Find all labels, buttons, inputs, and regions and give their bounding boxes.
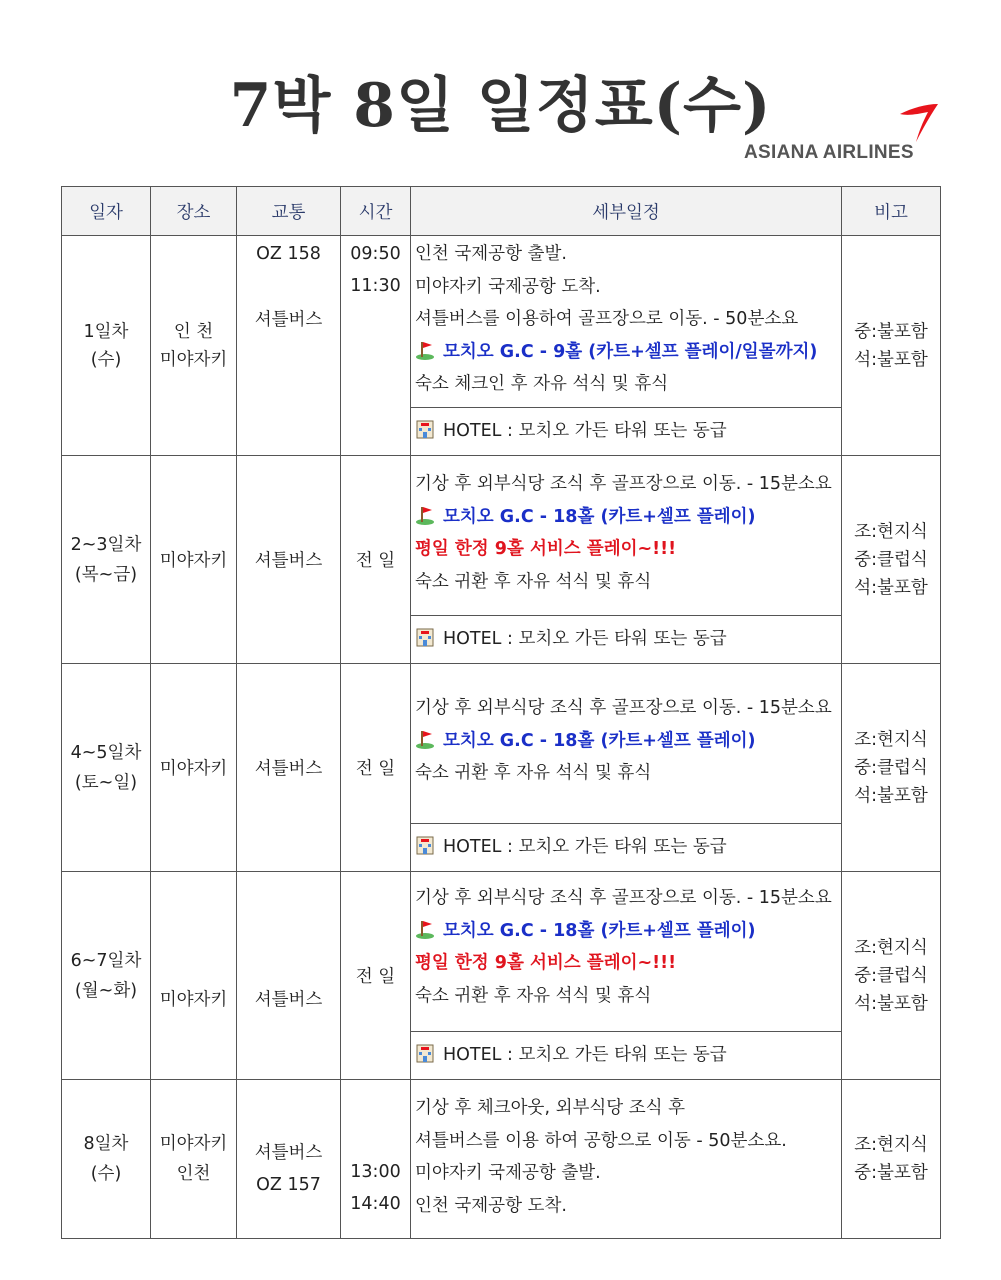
asiana-logo-icon xyxy=(898,100,940,144)
meals-cell: 조:현지식 중:불포함 xyxy=(842,1080,941,1239)
hotel-icon xyxy=(415,419,435,439)
table-row xyxy=(62,664,941,824)
detail-cell: 기상 후 외부식당 조식 후 골프장으로 이동. - 15분소요 모치오 G.C - 18홀 (카트+셀프 플레이) 숙소 귀환 후 자유 석식 및 휴식 xyxy=(411,664,842,824)
header-time: 시간 xyxy=(341,187,411,236)
place-cell: 미야자키 xyxy=(151,872,237,1080)
transport-cell: 셔틀버스 OZ 157 xyxy=(237,1080,341,1239)
schedule-table xyxy=(61,186,941,1239)
meals-cell: 조:현지식 중:클럽식 석:불포함 xyxy=(842,664,941,872)
golf-flag-icon xyxy=(415,919,435,939)
golf-plan: 모치오 G.C - 18홀 (카트+셀프 플레이) xyxy=(443,730,756,751)
time-cell: 09:50 11:30 xyxy=(341,236,411,456)
header-transport: 교통 xyxy=(237,187,341,236)
golf-plan: 모치오 G.C - 9홀 (카트+셀프 플레이/일몰까지) xyxy=(443,341,818,362)
golf-plan: 모치오 G.C - 18홀 (카트+셀프 플레이) xyxy=(443,506,756,527)
hotel-info: HOTEL : 모치오 가든 타워 또는 동급 xyxy=(443,1045,727,1065)
time-cell: 전 일 xyxy=(341,456,411,664)
table-row xyxy=(62,872,941,1032)
place-cell: 미야자키 인천 xyxy=(151,1080,237,1239)
hotel-info: HOTEL : 모치오 가든 타워 또는 동급 xyxy=(443,421,727,441)
transport-cell: 셔틀버스 xyxy=(237,664,341,872)
day-cell: 6~7일차 (월~화) xyxy=(62,872,151,1080)
table-row xyxy=(62,1080,941,1239)
golf-flag-icon xyxy=(415,505,435,525)
promo-text: 평일 한정 9홀 서비스 플레이~!!! xyxy=(415,953,677,973)
day-cell: 1일차 (수) xyxy=(62,236,151,456)
table-row xyxy=(62,456,941,616)
day-cell: 8일차 (수) xyxy=(62,1080,151,1239)
place-cell: 미야자키 xyxy=(151,664,237,872)
meals-cell: 조:현지식 중:클럽식 석:불포함 xyxy=(842,872,941,1080)
golf-flag-icon xyxy=(415,340,435,360)
header-date: 일자 xyxy=(62,187,151,236)
hotel-icon xyxy=(415,1043,435,1063)
detail-cell: 기상 후 외부식당 조식 후 골프장으로 이동. - 15분소요 모치오 G.C - 18홀 (카트+셀프 플레이) 평일 한정 9홀 서비스 플레이~!!! 숙소 귀환 후 자유 석식 및 휴식 xyxy=(411,456,842,616)
time-cell: 전 일 xyxy=(341,872,411,1080)
header-note: 비고 xyxy=(842,187,941,236)
place-cell: 미야자키 xyxy=(151,456,237,664)
detail-cell: 기상 후 외부식당 조식 후 골프장으로 이동. - 15분소요 모치오 G.C - 18홀 (카트+셀프 플레이) 평일 한정 9홀 서비스 플레이~!!! 숙소 귀환 후 자유 석식 및 휴식 xyxy=(411,872,842,1032)
detail-cell: 기상 후 체크아웃, 외부식당 조식 후 셔틀버스를 이용 하여 공항으로 이동 - 50분소요. 미야자키 국제공항 출발. 인천 국제공항 도착. xyxy=(411,1080,842,1239)
meals-cell: 중:불포함 석:불포함 xyxy=(842,236,941,456)
header-place: 장소 xyxy=(151,187,237,236)
table-header-row xyxy=(62,187,941,236)
hotel-icon xyxy=(415,835,435,855)
promo-text: 평일 한정 9홀 서비스 플레이~!!! xyxy=(415,539,677,559)
detail-cell: 인천 국제공항 출발. 미야자키 국제공항 도착. 셔틀버스를 이용하여 골프장으로 이동. - 50분소요 모치오 G.C - 9홀 (카트+셀프 플레이/일몰까지) 숙소 체크인 후 자유 석식 및 휴식 xyxy=(411,236,842,408)
time-cell: 13:00 14:40 xyxy=(341,1080,411,1239)
time-cell: 전 일 xyxy=(341,664,411,872)
transport-cell: 셔틀버스 xyxy=(237,872,341,1080)
header-detail: 세부일정 xyxy=(411,187,842,236)
transport-cell: OZ 158 셔틀버스 xyxy=(237,236,341,456)
day-cell: 2~3일차 (목~금) xyxy=(62,456,151,664)
place-cell: 인 천 미야자키 xyxy=(151,236,237,456)
hotel-icon xyxy=(415,627,435,647)
table-row xyxy=(62,236,941,408)
golf-plan: 모치오 G.C - 18홀 (카트+셀프 플레이) xyxy=(443,920,756,941)
golf-flag-icon xyxy=(415,729,435,749)
day-cell: 4~5일차 (토~일) xyxy=(62,664,151,872)
page-title: 7박 8일 일정표(수) xyxy=(229,71,772,141)
brand-name: ASIANA AIRLINES xyxy=(744,142,914,163)
transport-cell: 셔틀버스 xyxy=(237,456,341,664)
meals-cell: 조:현지식 중:클럽식 석:불포함 xyxy=(842,456,941,664)
hotel-info: HOTEL : 모치오 가든 타워 또는 동급 xyxy=(443,837,727,857)
hotel-info: HOTEL : 모치오 가든 타워 또는 동급 xyxy=(443,629,727,649)
